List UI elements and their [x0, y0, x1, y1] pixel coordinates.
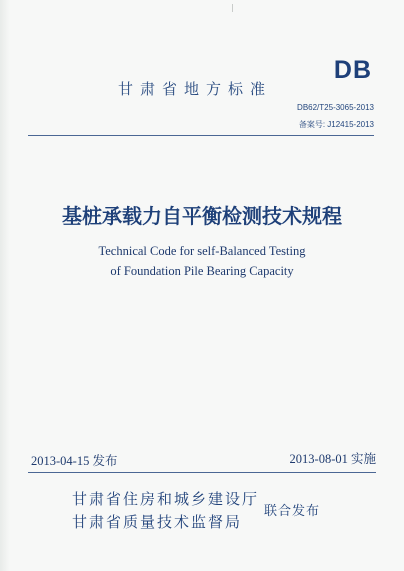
title-english-line-2: of Foundation Pile Bearing Capacity: [110, 264, 294, 278]
top-divider: [28, 135, 374, 136]
title-english: [0, 241, 404, 281]
bottom-divider: [28, 472, 376, 473]
issuer-quality-bureau: 甘肃省质量技术监督局: [72, 513, 243, 531]
effective-date: 2013-08-01 实施: [289, 452, 376, 466]
title-chinese: 基桩承载力自平衡检测技术规程: [62, 204, 342, 228]
issuer-construction-department: 甘肃省住房和城乡建设厅: [72, 490, 260, 508]
page-edge: [0, 0, 10, 571]
title-english-line-1: Technical Code for self-Balanced Testing: [98, 244, 306, 258]
joint-issue-label: 联合发布: [264, 504, 321, 519]
issue-date: 2013-04-15 发布: [31, 454, 118, 468]
standard-number: DB62/T25-3065-2013: [297, 103, 374, 112]
db-logo: DB: [333, 56, 372, 84]
fold-mark: [232, 4, 233, 12]
record-number: 备案号: J12415-2013: [298, 120, 374, 129]
provincial-standard-label: 甘肃省地方标准: [118, 80, 273, 98]
